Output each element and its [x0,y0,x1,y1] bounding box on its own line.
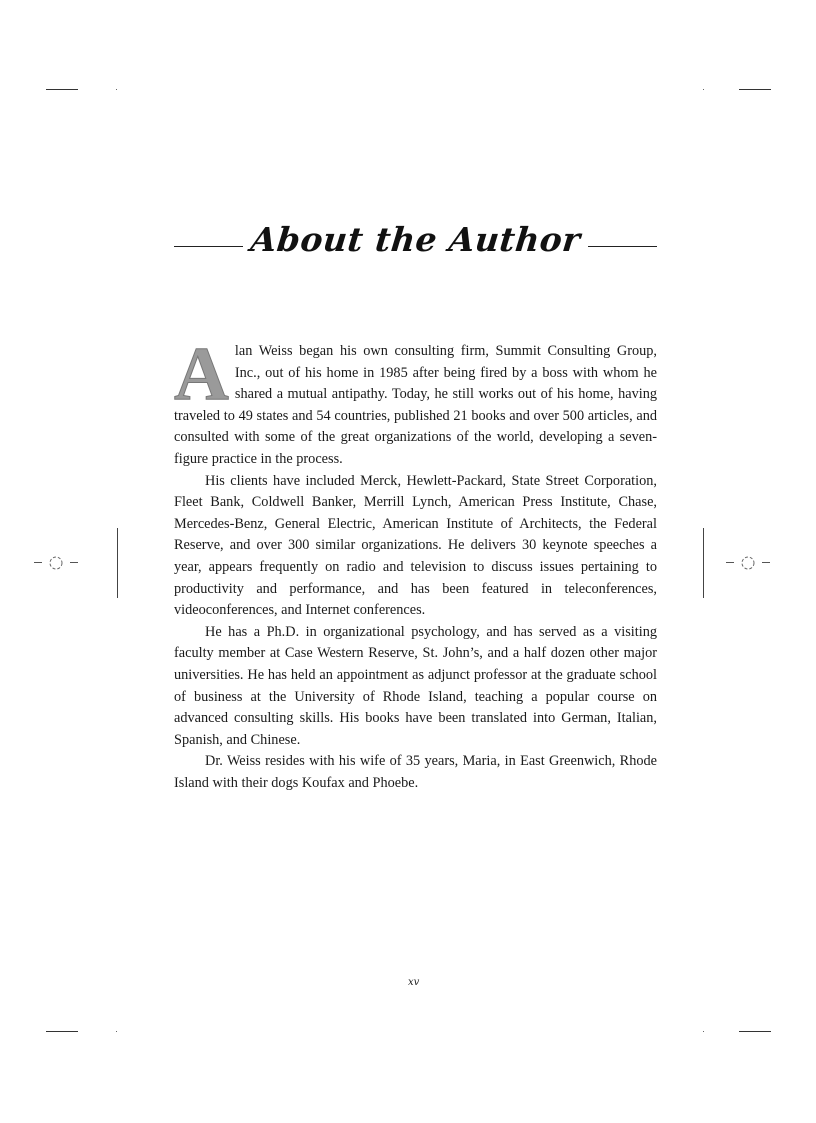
registration-tick [34,562,42,563]
chapter-heading [174,214,657,264]
drop-cap: A [174,332,229,416]
registration-tick [70,562,78,563]
margin-guide-right [703,528,704,598]
bio-paragraph-1 [174,332,657,471]
paragraph-text: lan Weiss began his own consulting firm, Summit Consulting Group, Inc., out of his home in 1985 after being fired by a boss with whom he shared a mutual antipathy. Today, he still works out of his home, having traveled to 49 states and 54 countries, published 21 books and over 500 articles, and consulted with some of the great organizations of the world, developing a seven-figure practice in the process. [174,343,657,467]
trim-dot [116,89,117,90]
bio-paragraph-4: Dr. Weiss resides with his wife of 35 years, Maria, in East Greenwich, Rhode Island with their dogs Koufax and Phoebe. [174,753,657,791]
trim-dot [703,89,704,90]
registration-tick [726,562,734,563]
bio-paragraph-2: His clients have included Merck, Hewlett-Packard, State Street Corporation, Fleet Bank, Coldwell Banker, Merrill Lynch, American Press Institute, Chase, Mercedes-Benz, General Electric, American Institute of Architects, the Federal Reserve, and over 300 similar organizations. He delivers 30 keynote speeches a year, appears frequently on radio and television to discuss issues pertaining to productivity and performance, and has been featured in teleconferences, videoconferences, and Internet conferences. [174,472,657,619]
page-number: xv [408,977,420,988]
bio-paragraph-3: He has a Ph.D. in organizational psychology, and has served as a visiting faculty member at Case Western Reserve, St. John’s, and a half dozen other major universities. He has held an appointment as adjunct professor at the graduate school of business at the University of Rhode Island, teaching a popular course on advanced consulting skills. His books have been translated into German, Italian, Spanish, and Chinese. [174,623,657,748]
author-bio [174,332,657,794]
page-title: About the Author [248,219,583,259]
margin-guide-left [117,528,118,598]
crop-mark-top-right [739,89,771,90]
crop-mark-bottom-left [46,1031,78,1032]
registration-mark-icon [45,552,67,574]
registration-mark-icon [737,552,759,574]
crop-mark-top-left [46,89,78,90]
trim-dot [116,1031,117,1032]
title-rule-left [174,246,243,247]
registration-tick [762,562,770,563]
crop-mark-bottom-right [739,1031,771,1032]
title-rule-right [588,246,657,247]
trim-dot [703,1031,704,1032]
